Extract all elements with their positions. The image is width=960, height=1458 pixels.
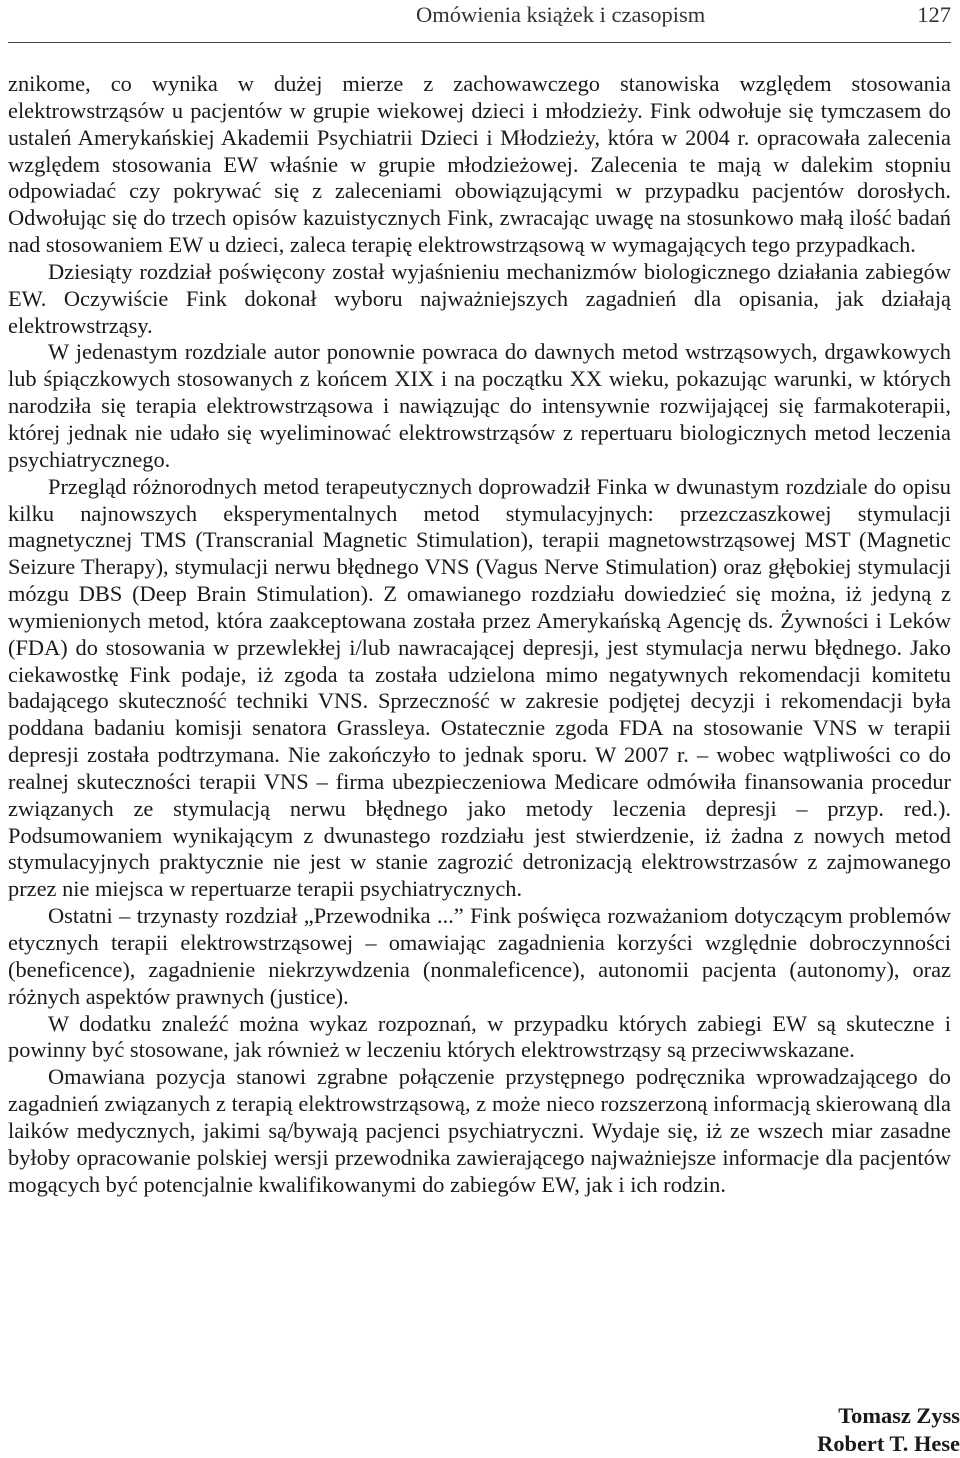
header-rule <box>8 42 951 43</box>
paragraph-1: znikome, co wynika w dużej mierze z zachowawczego stanowiska względem stosowania elektrowstrząsów u pacjentów w grupie wiekowej dzieci i młodzieży. Fink odwołuje się tymczasem do ustaleń Amerykańskiej Akademii Psychiatrii Dzieci i Młodzieży, która w 2004 r. opracowała zalecenia względem stosowania EW właśnie w grupie młodzieżowej. Zalecenia te mają w dalekim stopniu odpowiadać czy pokrywać się z zaleceniami obowiązującymi w przypadku pacjentów dorosłych. Odwołując się do trzech opisów kazuistycznych Fink, zwracając uwagę na stosunkowo małą ilość badań nad stosowaniem EW u dzieci, zaleca terapię elektrowstrząsową w wymagających tego przypadkach. <box>8 71 951 258</box>
paragraph-6: W dodatku znaleźć można wykaz rozpoznań, w przypadku których zabiegi EW są skuteczne i powinny być stosowane, jak również w leczeniu których elektrowstrząsy są przeciwwskazane. <box>8 1010 951 1063</box>
page-number: 127 <box>917 2 951 27</box>
author-signature <box>817 1402 960 1458</box>
paragraph-5: Ostatni – trzynasty rozdział „Przewodnika ...” Fink poświęca rozważaniom dotyczącym problemów etycznych terapii elektrowstrząsowej – omawiając zagadnienia korzyści względnie dobroczynności (beneficence), zagadnienie niekrzywdzenia (nonmaleficence), autonomii pacjenta (autonomy), oraz różnych aspektów prawnych (justice). <box>8 903 951 1009</box>
page <box>8 0 951 1198</box>
author-name: Robert T. Hese <box>817 1431 960 1456</box>
article-body <box>8 71 951 1198</box>
paragraph-2: Dziesiąty rozdział poświęcony został wyjaśnieniu mechanizmów biologicznego działania zabiegów EW. Oczywiście Fink dokonał wyboru najważniejszych zagadnień dla opisania, jak działają elektrowstrząsy. <box>8 258 951 338</box>
paragraph-3: W jedenastym rozdziale autor ponownie powraca do dawnych metod wstrząsowych, drgawkowych lub śpiączkowych stosowanych z końcem XIX i na początku XX wieku, pokazując warunki, w których narodziła się terapia elektrowstrząsowa i nawiązując do intensywnie rozwijającej się farmakoterapii, której jednak nie udało się wyeliminować elektrowstrząsów z repertuaru biologicznych metod leczenia psychiatrycznego. <box>8 339 951 472</box>
author-name: Tomasz Zyss <box>838 1403 960 1428</box>
running-head <box>8 0 951 36</box>
paragraph-7: Omawiana pozycja stanowi zgrabne połączenie przystępnego podręcznika wprowadzającego do zagadnień związanych z terapią elektrowstrząsową, z może nieco rozszerzoną informacją skierowaną dla laików medycznych, jakimi są/bywają pacjenci psychiatryczni. Wydaje się, iż ze wszech miar zasadne byłoby opracowanie polskiej wersji przewodnika zawierającego najważniejsze informacje dla pacjentów mogących być potencjalnie kwalifikowanymi do zabiegów EW, jak i ich rodzin. <box>8 1064 951 1197</box>
paragraph-4: Przegląd różnorodnych metod terapeutycznych doprowadził Finka w dwunastym rozdziale do opisu kilku najnowszych eksperymentalnych metod stymulacyjnych: przezczaszkowej stymulacji magnetycznej TMS (Transcranial Magnetic Stimulation), terapii magnetowstrząsowej MST (Magnetic Seizure Therapy), stymulacji nerwu błędnego VNS (Vagus Nerve Stimulation) oraz głębokiej stymulacji mózgu DBS (Deep Brain Stimulation). Z omawianego rozdziału dowiedzieć się można, iż jedyną z wymienionych metod, która zaakceptowana została przez Amerykańską Agencję ds. Żywności i Leków (FDA) do stosowania w przewlekłej i/lub nawracającej depresji, jest stymulacja nerwu błędnego. Jako ciekawostkę Fink podaje, iż zgoda ta została udzielona mimo negatywnych rekomendacji komitetu badającego skuteczność techniki VNS. Sprzeczność w zakresie podjętej decyzji i rekomendacji była poddana badaniu komisji senatora Grassleya. Ostatecznie zgoda FDA na stosowanie VNS w terapii depresji została podtrzymana. Nie zakończyło to jednak sporu. W 2007 r. – wobec wątpliwości co do realnej skuteczności terapii VNS – firma ubezpieczeniowa Medicare odmówiła finansowania procedur związanych ze stymulacją nerwu błędnego jako metody leczenia depresji – przyp. red.). Podsumowaniem wynikającym z dwunastego rozdziału jest stwierdzenie, iż żadna z nowych metod stymulacyjnych praktycznie nie jest w stanie zagrozić detronizacją elektrowstrzasów z zajmowanego przez nie miejsca w repertuarze terapii psychiatrycznych. <box>8 473 951 902</box>
journal-section-title: Omówienia książek i czasopism <box>415 2 706 27</box>
